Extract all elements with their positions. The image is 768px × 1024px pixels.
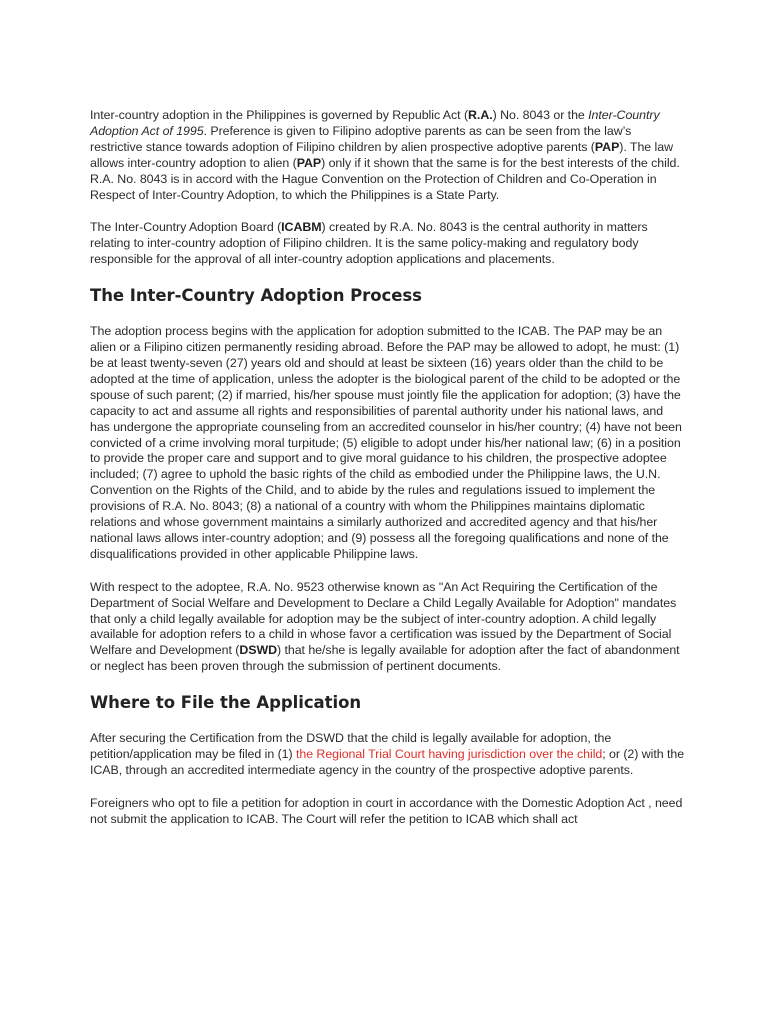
text-segment: After securing the Certification from the DSWD that the child is legally available for adoption, the petition/application may be filed in (1) — [90, 731, 612, 762]
text-segment: With respect to the adoptee, R.A. No. 9523 otherwise known as "An Act Requiring the Certification of the Department of Social Welfare and Development to Declare a Child Legally Available for Adoption" mandates that only a child legally available for adoption may be the subject of inter-country adoption. A child legally available for adoption refers to a child in whose favor a certification was issued by the Department of Social Welfare and Development ( — [90, 579, 677, 658]
regional-trial-court-link[interactable]: the Regional Trial Court having jurisdiction over the child — [295, 747, 603, 762]
text-segment: ). The law allows inter-country adoption to alien ( — [90, 139, 673, 170]
bold-term-pap: PAP — [296, 155, 322, 170]
text-segment: ) that he/she is legally available for adoption after the fact of abandonment or neglect has been proven through the submission of pertinent documents. — [90, 643, 680, 674]
paragraph-adoptee — [90, 580, 686, 675]
heading-adoption-process: The Inter-Country Adoption Process — [90, 286, 422, 306]
text-segment: ) only if it shown that the same is for the best interests of the child. R.A. No. 8043 is in accord with the Hague Convention on the Protection of Children and Co-Operation in Respect of Inter-Country Adoption, to which the Philippines is a State Party. — [90, 155, 680, 202]
document-body — [90, 108, 686, 845]
paragraph-filing-venue — [90, 731, 686, 779]
italic-act-title: Inter-Country Adoption Act of 1995 — [90, 108, 660, 138]
bold-term-ra: R.A. — [468, 108, 493, 122]
text-segment: ) No. 8043 or the — [492, 108, 589, 122]
paragraph-icab — [90, 220, 686, 268]
text-segment: Inter-country adoption in the Philippines is governed by Republic Act ( — [90, 108, 469, 122]
text-segment: The Inter-Country Adoption Board ( — [90, 220, 282, 235]
text-segment: ; or (2) with the ICAB, through an accredited intermediate agency in the country of the prospective adoptive parents. — [90, 747, 685, 777]
paragraph-foreigners: Foreigners who opt to file a petition for adoption in court in accordance with the Domestic Adoption Act , need not submit the application to ICAB. The Court will refer the petition to ICAB which shall act — [90, 795, 683, 826]
bold-term-pap: PAP — [594, 139, 620, 154]
paragraph-governing-law — [90, 108, 686, 203]
text-segment: . Preference is given to Filipino adoptive parents as can be seen from the law’s restrictive stance towards adoption of Filipino children by alien prospective adoptive parents ( — [90, 123, 632, 154]
bold-term-dswd: DSWD — [239, 643, 278, 658]
text-segment: ) created by R.A. No. 8043 is the central authority in matters relating to inter-country adoption of Filipino children. It is the same policy-making and regulatory body responsible for the approval of all inter-country adoption applications and placements. — [90, 220, 648, 267]
paragraph-adoption-requirements: The adoption process begins with the application for adoption submitted to the ICAB. The PAP may be an alien or a Filipino citizen permanently residing abroad. Before the PAP may be allowed to adopt, he must: (1) be at least twenty-seven (27) years old and should at least be sixteen (16) years older than the child to be adopted at the time of application, unless the adopter is the biological parent of the child to be adopted or the spouse of such parent; (2) if married, his/her spouse must jointly file the application for adoption; (3) have the capacity to act and assume all rights and responsibilities of parental authority under his national laws, and has undergone the appropriate counseling from an accredited counselor in his/her country; (4) have not been convicted of a crime involving moral turpitude; (5) eligible to adopt under his/her national law; (6) in a position to provide the proper care and support and to give moral guidance to his children, the prospective adoptee included; (7) agree to uphold the basic rights of the child as embodied under the Philippine laws, the U.N. Convention on the Rights of the Child, and to abide by the rules and regulations issued to implement the provisions of R.A. No. 8043; (8) a national of a country with whom the Philippines maintains diplomatic relations and whose government maintains a similarly authorized and accredited agency and that his/her national laws allows inter-country adoption; and (9) possess all the foregoing qualifications and none of the disqualifications provided in other applicable Philippine laws. — [90, 324, 682, 561]
heading-where-to-file: Where to File the Application — [90, 693, 362, 713]
bold-term-icabm: ICABM — [281, 220, 322, 235]
